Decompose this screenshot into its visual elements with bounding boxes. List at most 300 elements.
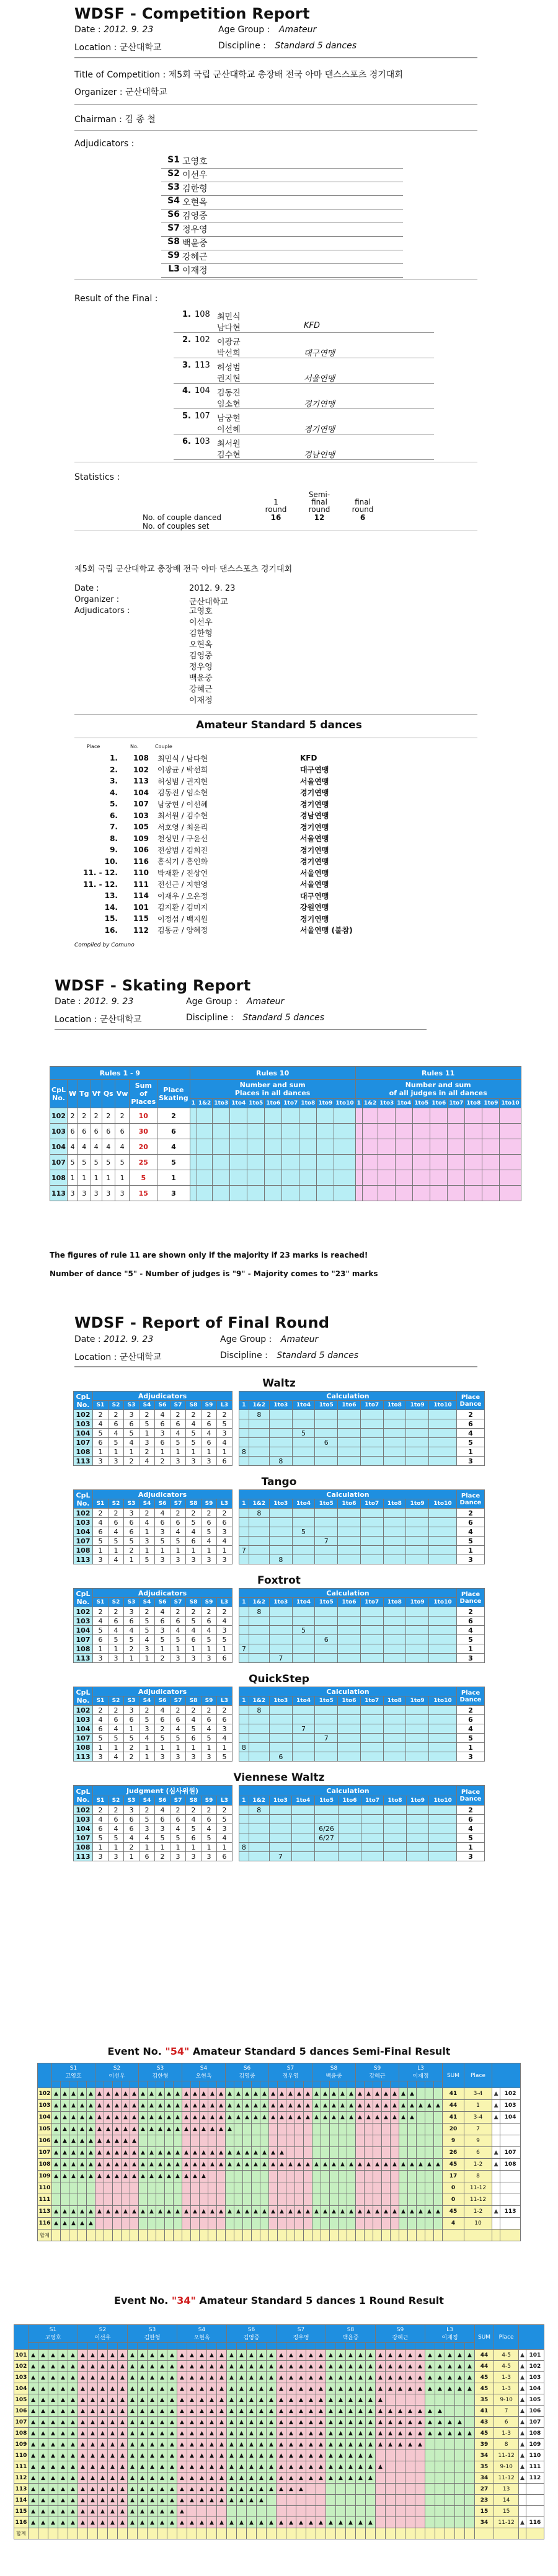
calc-cell	[249, 1518, 269, 1527]
mark-cell: ▲	[58, 2495, 68, 2506]
calculation-head: Calculation	[239, 1392, 457, 1401]
calc-cell	[292, 1715, 315, 1724]
mark-cell: ▲	[118, 2506, 128, 2517]
judge-mark: 4	[186, 1626, 202, 1635]
total-cell	[191, 2230, 200, 2241]
total-cell	[415, 2528, 425, 2539]
dance-sub-head	[267, 2343, 277, 2350]
couple-number: 113	[38, 2206, 52, 2218]
judge-name: 김한형	[152, 2073, 169, 2080]
mark-cell	[252, 2194, 260, 2206]
mark-cell: ▲	[326, 2428, 336, 2439]
mark-cell: ▲	[108, 2428, 118, 2439]
mark-cell: ▲	[87, 2088, 95, 2100]
total-cell	[156, 2230, 165, 2241]
rule-11-cell	[465, 1108, 482, 1124]
mark-cell: ▲	[346, 2428, 356, 2439]
total-cell	[399, 2230, 408, 2241]
judge-col: S8	[186, 1696, 202, 1706]
judge-mark: 3	[124, 1607, 140, 1617]
calc-col: 1to9	[406, 1796, 428, 1806]
mark-cell	[237, 2506, 247, 2517]
total-cell	[243, 2230, 252, 2241]
judge-mark: 1	[108, 1644, 124, 1654]
mark-cell	[156, 2135, 165, 2147]
mark-cell: ▲	[373, 2088, 382, 2100]
mark-cell: ▲	[68, 2439, 78, 2450]
mark-cell: ▲	[260, 2147, 269, 2159]
place-dance-head: Place Dance	[457, 1687, 485, 1706]
result-row	[74, 879, 477, 891]
rule-11-cell	[465, 1139, 482, 1155]
rule-11-cell	[362, 1155, 378, 1170]
mark-cell: ▲	[156, 2100, 165, 2112]
couple-number: 108	[74, 1447, 93, 1457]
mark-cell	[435, 2506, 445, 2517]
calc-cell	[429, 1815, 457, 1824]
judge-mark: 6	[108, 1617, 124, 1626]
judge-code: S7	[297, 2326, 305, 2333]
calc-col: 1&2	[249, 1598, 269, 1607]
judge-mark: 1	[170, 1447, 186, 1457]
mark-cell: ▲	[68, 2495, 78, 2506]
calc-cell	[338, 1419, 361, 1429]
judge-mark: 4	[140, 1833, 155, 1843]
mark-cell: ▲	[336, 2383, 346, 2394]
mark-cell: ▲	[38, 2450, 48, 2461]
mark-cell: ▲	[187, 2350, 197, 2361]
calc-cell: 7	[269, 1654, 292, 1663]
mark-cell	[347, 2135, 356, 2147]
mark-cell: ▲	[373, 2100, 382, 2112]
rule-10-cell	[197, 1155, 212, 1170]
mark-cell	[316, 2484, 326, 2495]
mark-cell: ▲	[312, 2159, 321, 2171]
dance-table	[73, 1687, 485, 1762]
mark-cell: ▲	[312, 2112, 321, 2124]
mark-cell: ▲	[148, 2361, 157, 2372]
result-row	[38, 2112, 521, 2124]
result-row	[74, 810, 477, 822]
judge-name: 오현옥	[193, 2334, 210, 2341]
mark-cell: ▲	[226, 2124, 234, 2135]
judge-head	[326, 2325, 376, 2343]
divider	[74, 279, 477, 280]
mark-cell: ▲	[286, 2417, 296, 2428]
mark-cell: ▲	[58, 2372, 68, 2383]
mark-cell: ▲	[396, 2428, 405, 2439]
mark-cell: ▲	[408, 2112, 417, 2124]
mark-cell	[113, 2194, 122, 2206]
mark-cell	[408, 2124, 417, 2135]
mark-cell	[295, 2182, 304, 2194]
final-partner: 이선혜	[217, 425, 241, 434]
final-leader: 남궁현	[217, 414, 241, 423]
rule-10-cell	[317, 1108, 334, 1124]
mark-cell: ▲	[366, 2439, 376, 2450]
place-cell: 6	[494, 2417, 519, 2428]
mark-cell: ▲	[365, 2159, 373, 2171]
total-cell	[130, 2230, 139, 2241]
calc-cell	[361, 1833, 383, 1843]
judge-mark: 1	[108, 1447, 124, 1457]
mark-cell: ▲	[122, 2171, 130, 2182]
judge-mark: 5	[217, 1815, 232, 1824]
mark-cell: ▲	[148, 2147, 156, 2159]
mark-cell: ▲	[78, 2495, 88, 2506]
mark-cell	[165, 2182, 174, 2194]
mark-cell: ▲	[138, 2406, 148, 2417]
mark-cell: ▲	[207, 2439, 217, 2450]
mark-cell: ▲	[138, 2461, 148, 2472]
judge-col: S4	[140, 1598, 155, 1607]
mark-cell: ▲	[366, 2517, 376, 2528]
mark-cell	[316, 2495, 326, 2506]
calc-cell	[338, 1715, 361, 1724]
mark-cell	[347, 2171, 356, 2182]
dance-sub-head	[95, 2081, 104, 2088]
calc-cell	[292, 1555, 315, 1564]
mark-cell	[425, 2218, 434, 2230]
judge-head	[312, 2063, 356, 2081]
dance-place: 6	[67, 1124, 78, 1139]
dance-place: 4	[78, 1139, 91, 1155]
mark-cell: ▲	[122, 2112, 130, 2124]
calc-cell	[406, 1457, 429, 1466]
calc-col: 1to6	[338, 1598, 361, 1607]
mark-cell	[278, 2182, 286, 2194]
mark-cell: ▲	[87, 2100, 95, 2112]
dance-sub-head	[174, 2081, 182, 2088]
judge-mark: 1	[217, 1447, 232, 1457]
mark-cell: ▲	[177, 2383, 187, 2394]
summary-adjudicator: 백윤중	[189, 674, 213, 683]
dance-sub-head	[88, 2343, 98, 2350]
mark-cell	[425, 2135, 434, 2147]
final-number: 113	[195, 361, 210, 370]
mark-cell	[434, 2088, 443, 2100]
mark-cell	[207, 2506, 217, 2517]
total-cell	[475, 2528, 494, 2539]
mark-cell: ▲	[130, 2112, 139, 2124]
mark-cell: ▲	[187, 2484, 197, 2495]
mark-cell	[465, 2484, 475, 2495]
judge-col: S2	[108, 1401, 124, 1410]
final-leader: 최민식	[217, 312, 241, 322]
calc-cell	[429, 1518, 457, 1527]
mark-cell: ▲	[38, 2439, 48, 2450]
place-dance: 1	[457, 1843, 485, 1852]
calc-cell	[292, 1815, 314, 1824]
mark-cell: ▲	[306, 2417, 316, 2428]
calc-col: 1to7	[360, 1401, 383, 1410]
judge-mark: 3	[155, 1626, 170, 1635]
couple-number: 104	[74, 1527, 93, 1537]
place-dance-head: Place Dance	[457, 1490, 485, 1509]
advance-mark: ▲	[519, 2428, 526, 2439]
rule-11-cell	[396, 1124, 413, 1139]
mark-cell	[78, 2182, 87, 2194]
rule-10-cell	[190, 1124, 197, 1139]
mark-cell	[330, 2135, 339, 2147]
mark-cell	[445, 2517, 455, 2528]
mark-cell: ▲	[177, 2450, 187, 2461]
dance-row	[74, 1626, 485, 1635]
sum-cell: 34	[475, 2517, 494, 2528]
judge-mark: 3	[202, 1654, 217, 1663]
mark-cell: ▲	[29, 2472, 38, 2484]
rule-11-cell	[465, 1170, 482, 1186]
judge-mark: 3	[217, 1527, 232, 1537]
judge-mark: 1	[217, 1644, 232, 1654]
calc-cell	[429, 1724, 457, 1734]
mark-cell: ▲	[295, 2206, 304, 2218]
mark-cell: ▲	[68, 2517, 78, 2528]
calc-cell	[360, 1644, 383, 1654]
mark-cell: ▲	[197, 2383, 207, 2394]
mark-cell: ▲	[68, 2506, 78, 2517]
dance-head-row	[14, 2343, 544, 2350]
mark-cell: ▲	[234, 2100, 243, 2112]
mark-cell: ▲	[108, 2461, 118, 2472]
total-cell	[326, 2528, 336, 2539]
dance-subhead-row	[74, 1696, 485, 1706]
result-club: 경기연맹	[300, 823, 329, 832]
judge-head	[399, 2063, 443, 2081]
mark-cell: ▲	[227, 2417, 237, 2428]
place-cell: 3-4	[464, 2088, 492, 2100]
rule-11-cell	[448, 1186, 465, 1201]
mark-cell: ▲	[435, 2372, 445, 2383]
couple-number: 102	[74, 1509, 93, 1518]
judge-mark: 4	[170, 1527, 186, 1537]
advanced-number: 106	[526, 2406, 544, 2417]
couple-number: 104	[74, 1429, 93, 1438]
advanced-number	[526, 2484, 544, 2495]
total-cell	[386, 2528, 396, 2539]
mark-cell: ▲	[247, 2495, 257, 2506]
mark-cell: ▲	[87, 2206, 95, 2218]
judge-col: L3	[217, 1796, 232, 1806]
calc-cell	[360, 1743, 383, 1752]
mark-cell: ▲	[415, 2383, 425, 2394]
final-partner: 남다현	[217, 324, 241, 333]
cpl-head: CpL No.	[74, 1687, 93, 1706]
judge-col: S1	[93, 1401, 108, 1410]
mark-cell: ▲	[306, 2517, 316, 2528]
calc-cell	[315, 1546, 338, 1555]
mark-cell: ▲	[157, 2372, 167, 2383]
calc-cell	[239, 1429, 249, 1438]
mark-cell	[386, 2450, 396, 2461]
mark-cell: ▲	[269, 2206, 278, 2218]
mark-cell: ▲	[399, 2206, 408, 2218]
calc-cell: 7	[239, 1644, 249, 1654]
final-place: 5.	[182, 412, 191, 421]
rule-11-cell	[362, 1170, 378, 1186]
total-row	[38, 2230, 521, 2241]
judge-mark: 6	[155, 1815, 170, 1824]
summary-organizer: 군산대학교	[189, 598, 228, 607]
calc-cell	[249, 1635, 269, 1644]
judge-mark: 4	[93, 1715, 108, 1724]
mark-cell	[321, 2218, 330, 2230]
couple-number: 104	[14, 2383, 29, 2394]
calc-cell	[315, 1706, 338, 1715]
judge-col: S3	[124, 1696, 140, 1706]
calc-col: 1to6	[338, 1401, 361, 1410]
adjudicator-list	[161, 155, 403, 278]
mark-cell: ▲	[247, 2439, 257, 2450]
judge-mark: 5	[124, 1734, 140, 1743]
mark-cell: ▲	[267, 2361, 277, 2372]
place-cell: 1-3	[494, 2428, 519, 2439]
place-cell: 4-5	[494, 2361, 519, 2372]
mark-cell: ▲	[61, 2088, 69, 2100]
mark-cell: ▲	[118, 2406, 128, 2417]
mark-cell: ▲	[104, 2159, 113, 2171]
place-dance: 4	[457, 1429, 485, 1438]
total-cell	[464, 2230, 492, 2241]
summary-adjudicator: 이재정	[189, 696, 213, 705]
mark-cell: ▲	[227, 2495, 237, 2506]
mark-cell: ▲	[267, 2372, 277, 2383]
calc-cell	[406, 1617, 429, 1626]
total-cell	[118, 2528, 128, 2539]
place-cell: 11-12	[464, 2194, 492, 2206]
judge-mark: 3	[124, 1706, 140, 1715]
calc-cell: 8	[269, 1457, 292, 1466]
compiled-by: Compiled by Comuno	[74, 942, 135, 948]
mark-cell: ▲	[316, 2450, 326, 2461]
mark-cell	[217, 2194, 226, 2206]
mark-cell: ▲	[29, 2350, 38, 2361]
final-place: 1.	[182, 310, 191, 319]
judge-name: 정우영	[293, 2334, 309, 2341]
rule-11-cell	[396, 1186, 413, 1201]
calc-cell	[338, 1457, 361, 1466]
dance-sub-head	[182, 2081, 191, 2088]
spacer	[174, 321, 217, 332]
calc-cell	[338, 1734, 361, 1743]
mark-cell: ▲	[366, 2461, 376, 2472]
judge-mark: 5	[140, 1419, 155, 1429]
calc-cell	[429, 1607, 457, 1617]
calc-col: 1to9	[406, 1598, 429, 1607]
rule-11-cell	[378, 1186, 396, 1201]
calc-cell: 8	[239, 1743, 249, 1752]
judge-col: S4	[140, 1796, 155, 1806]
dance-sub-head	[165, 2081, 174, 2088]
result-couple: 허성범 / 권지현	[157, 777, 208, 786]
rule-11-cell	[355, 1155, 362, 1170]
calc-cell	[406, 1706, 429, 1715]
mark-cell	[295, 2147, 304, 2159]
place-dance: 5	[457, 1833, 485, 1843]
calc-cell	[339, 1806, 361, 1815]
rule-11-cell	[413, 1139, 430, 1155]
calc-col: 1to5	[314, 1796, 339, 1806]
mark-cell	[304, 2124, 312, 2135]
mark-cell: ▲	[207, 2484, 217, 2495]
mark-cell: ▲	[38, 2428, 48, 2439]
result-row	[14, 2495, 544, 2506]
mark-cell: ▲	[425, 2428, 435, 2439]
judge-mark: 4	[155, 1806, 170, 1815]
calc-cell	[249, 1644, 269, 1654]
mark-cell: ▲	[339, 2088, 347, 2100]
calc-cell	[338, 1537, 361, 1546]
advanced-number: 107	[526, 2417, 544, 2428]
mark-cell	[286, 2124, 295, 2135]
mark-cell: ▲	[113, 2147, 122, 2159]
judge-mark: 2	[155, 1654, 170, 1663]
mark-cell: ▲	[434, 2206, 443, 2218]
judge-mark: 5	[170, 1635, 186, 1644]
judge-mark: 1	[93, 1743, 108, 1752]
mark-cell: ▲	[130, 2135, 139, 2147]
calc-cell	[406, 1833, 428, 1843]
mark-cell	[260, 2171, 269, 2182]
mark-cell: ▲	[29, 2394, 38, 2406]
calc-col: 1	[239, 1499, 249, 1509]
adjudicators-head: Adjudicators	[93, 1392, 232, 1401]
judge-mark: 2	[202, 1607, 217, 1617]
judge-mark: 5	[124, 1635, 140, 1644]
result-place: 11. - 12.	[83, 868, 118, 878]
mark-cell	[455, 2495, 465, 2506]
mark-cell: ▲	[98, 2361, 108, 2372]
mark-cell: ▲	[128, 2461, 138, 2472]
mark-cell: ▲	[118, 2350, 128, 2361]
mark-cell	[104, 2194, 113, 2206]
calc-cell	[360, 1518, 383, 1527]
place-skating: 4	[157, 1139, 190, 1155]
judge-mark: 3	[186, 1654, 202, 1663]
judge-mark: 2	[93, 1509, 108, 1518]
mark-cell	[217, 2506, 227, 2517]
adjudicator-code: S6	[167, 210, 180, 219]
judge-name: 오현옥	[195, 2073, 212, 2080]
place-dance-head: Place Dance	[457, 1589, 485, 1607]
total-cell	[405, 2528, 415, 2539]
mark-cell: ▲	[177, 2372, 187, 2383]
dance-sub-head	[78, 2343, 88, 2350]
dance-sub-head	[113, 2081, 122, 2088]
mark-cell: ▲	[365, 2112, 373, 2124]
judge-mark: 4	[202, 1429, 217, 1438]
calc-cell	[429, 1447, 457, 1457]
mark-cell	[455, 2406, 465, 2417]
final-partner-row	[174, 372, 434, 384]
fr-discipline-row: Discipline : Standard 5 dances	[220, 1351, 359, 1361]
spacer	[174, 397, 217, 408]
final-place-row	[174, 412, 434, 423]
calc-cell	[269, 1743, 292, 1752]
mark-cell	[296, 2495, 306, 2506]
rank-col-head: 1to10	[334, 1099, 355, 1108]
judge-mark: 1	[170, 1644, 186, 1654]
calc-cell	[429, 1644, 457, 1654]
rule-10-cell	[282, 1108, 299, 1124]
total-label: 합계	[14, 2528, 29, 2539]
mark-cell: ▲	[118, 2517, 128, 2528]
calc-cell	[383, 1654, 406, 1663]
judge-mark: 3	[124, 1806, 140, 1815]
skating-note-1: The figures of rule 11 are shown only if the majority if 23 marks is reached!	[50, 1251, 368, 1259]
mark-cell	[405, 2517, 415, 2528]
mark-cell	[373, 2194, 382, 2206]
